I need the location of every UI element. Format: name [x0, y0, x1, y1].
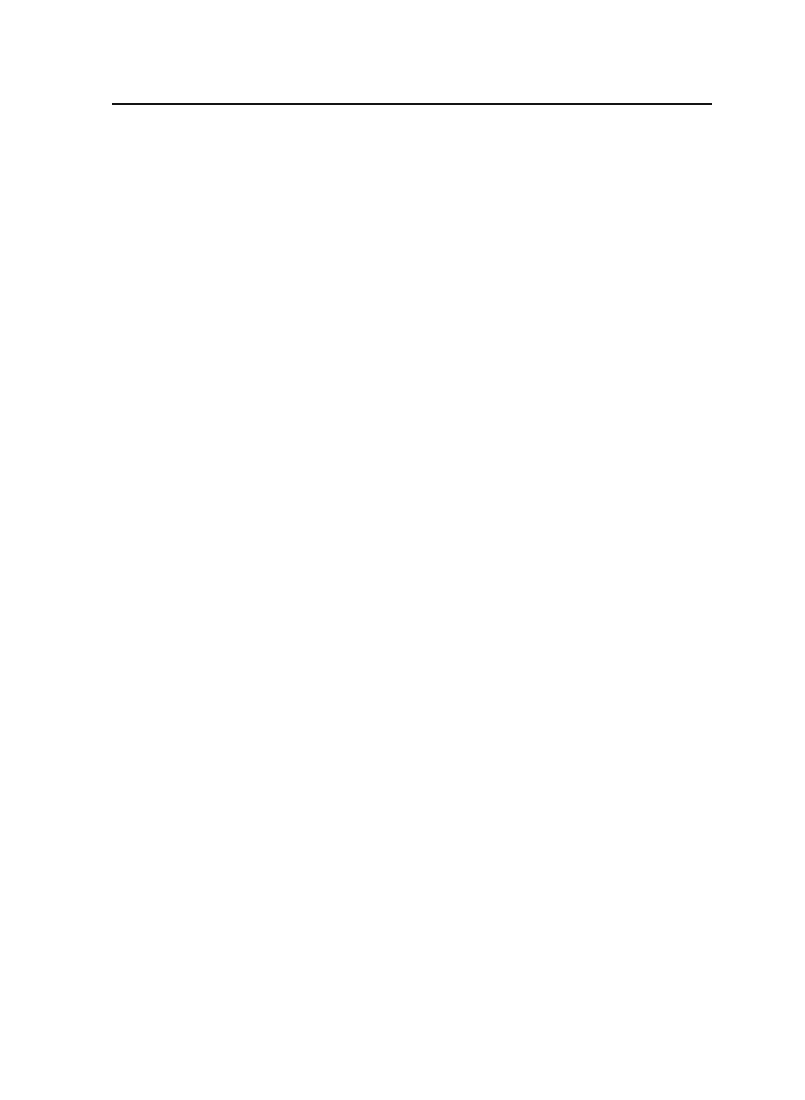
leaf-car-illustration — [55, 778, 795, 1100]
ccs-capture-flowchart — [125, 140, 705, 405]
article-column-right — [415, 413, 707, 809]
article-column-left — [113, 413, 403, 809]
header-rule — [112, 103, 712, 105]
